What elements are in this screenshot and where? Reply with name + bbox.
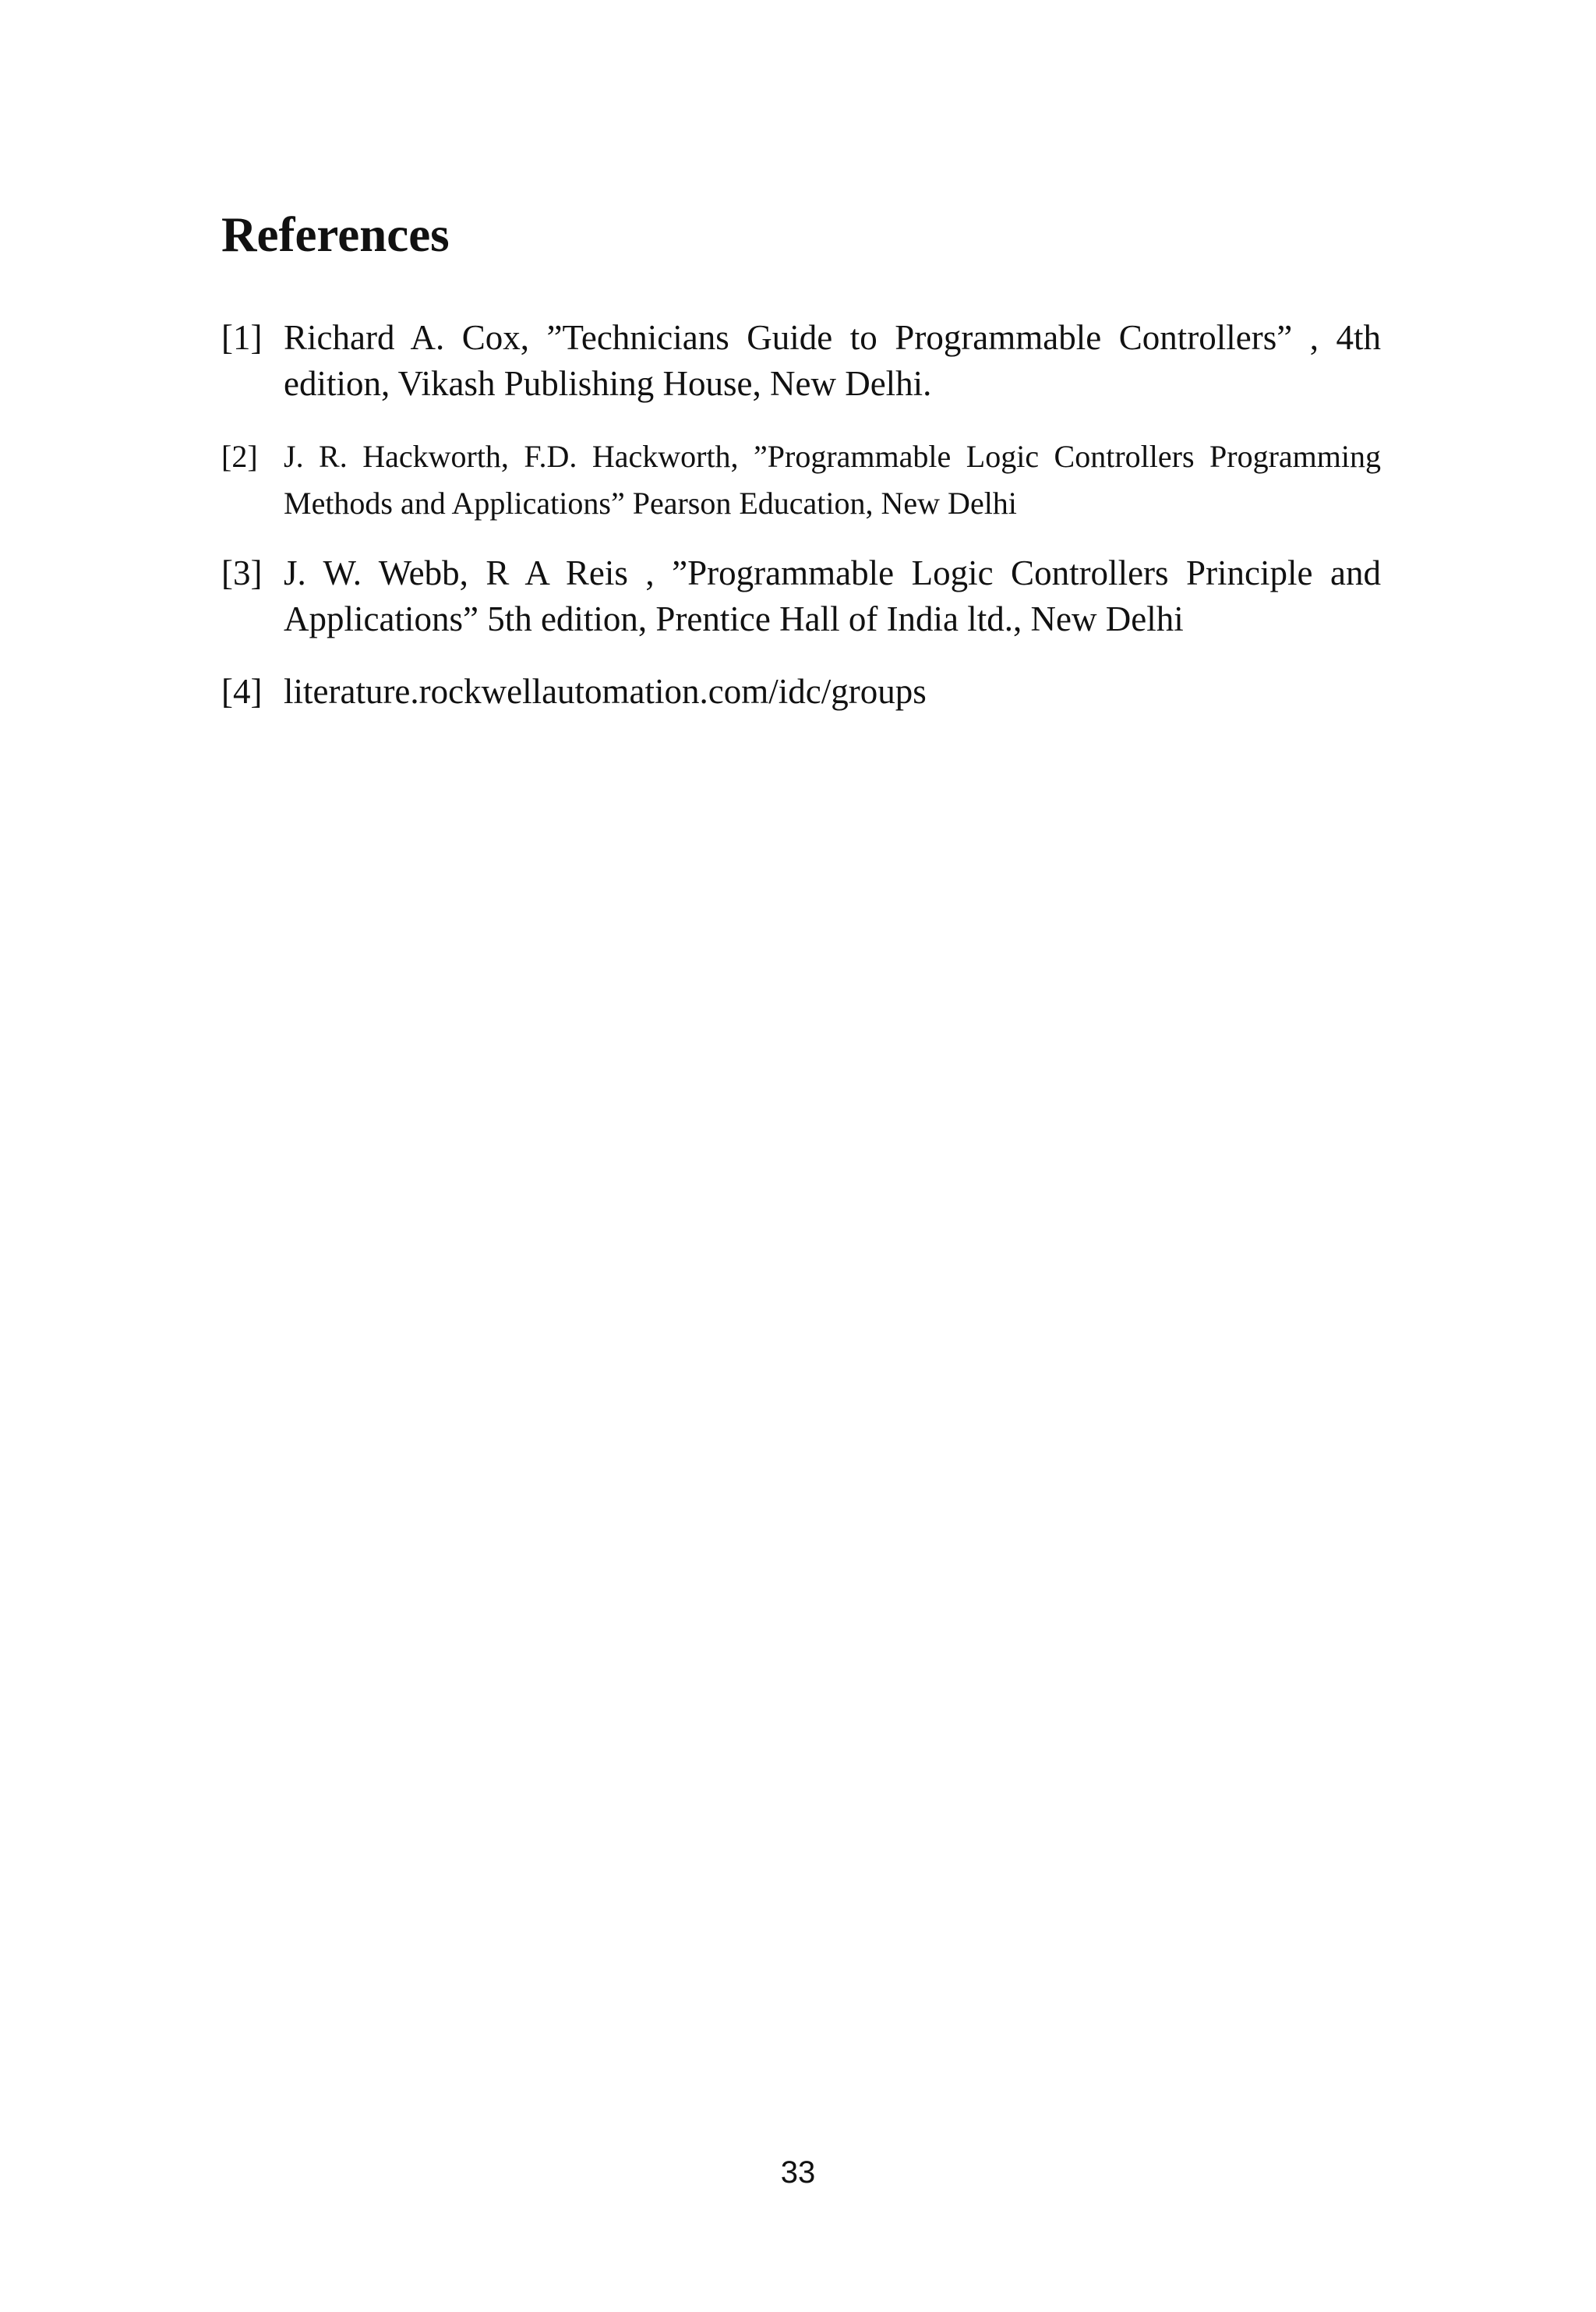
reference-label: [1] xyxy=(221,318,263,357)
reference-text: Richard A. Cox, ”Technicians Guide to Programmable Controllers” , 4th edition, Vikash Publishing House, New Delhi. xyxy=(284,318,1381,403)
page-number: 33 xyxy=(780,2155,816,2190)
reference-item-3 xyxy=(221,550,1381,642)
reference-text: J. W. Webb, R A Reis , ”Programmable Logic Controllers Principle and Applications” 5th edition, Prentice Hall of India ltd., New Delhi xyxy=(284,553,1381,638)
reference-text: literature.rockwellautomation.com/idc/groups xyxy=(284,672,927,711)
page-title: References xyxy=(221,207,450,262)
reference-item-4 xyxy=(221,669,1381,715)
reference-label: [2] xyxy=(221,439,258,474)
reference-text: J. R. Hackworth, F.D. Hackworth, ”Programmable Logic Controllers Programming Methods and Applications” Pearson Education, New Delhi xyxy=(284,439,1381,521)
references-list xyxy=(221,315,1381,715)
reference-label: [4] xyxy=(221,672,263,711)
reference-item-1 xyxy=(221,315,1381,407)
reference-label: [3] xyxy=(221,553,263,592)
reference-item-2 xyxy=(221,433,1381,527)
